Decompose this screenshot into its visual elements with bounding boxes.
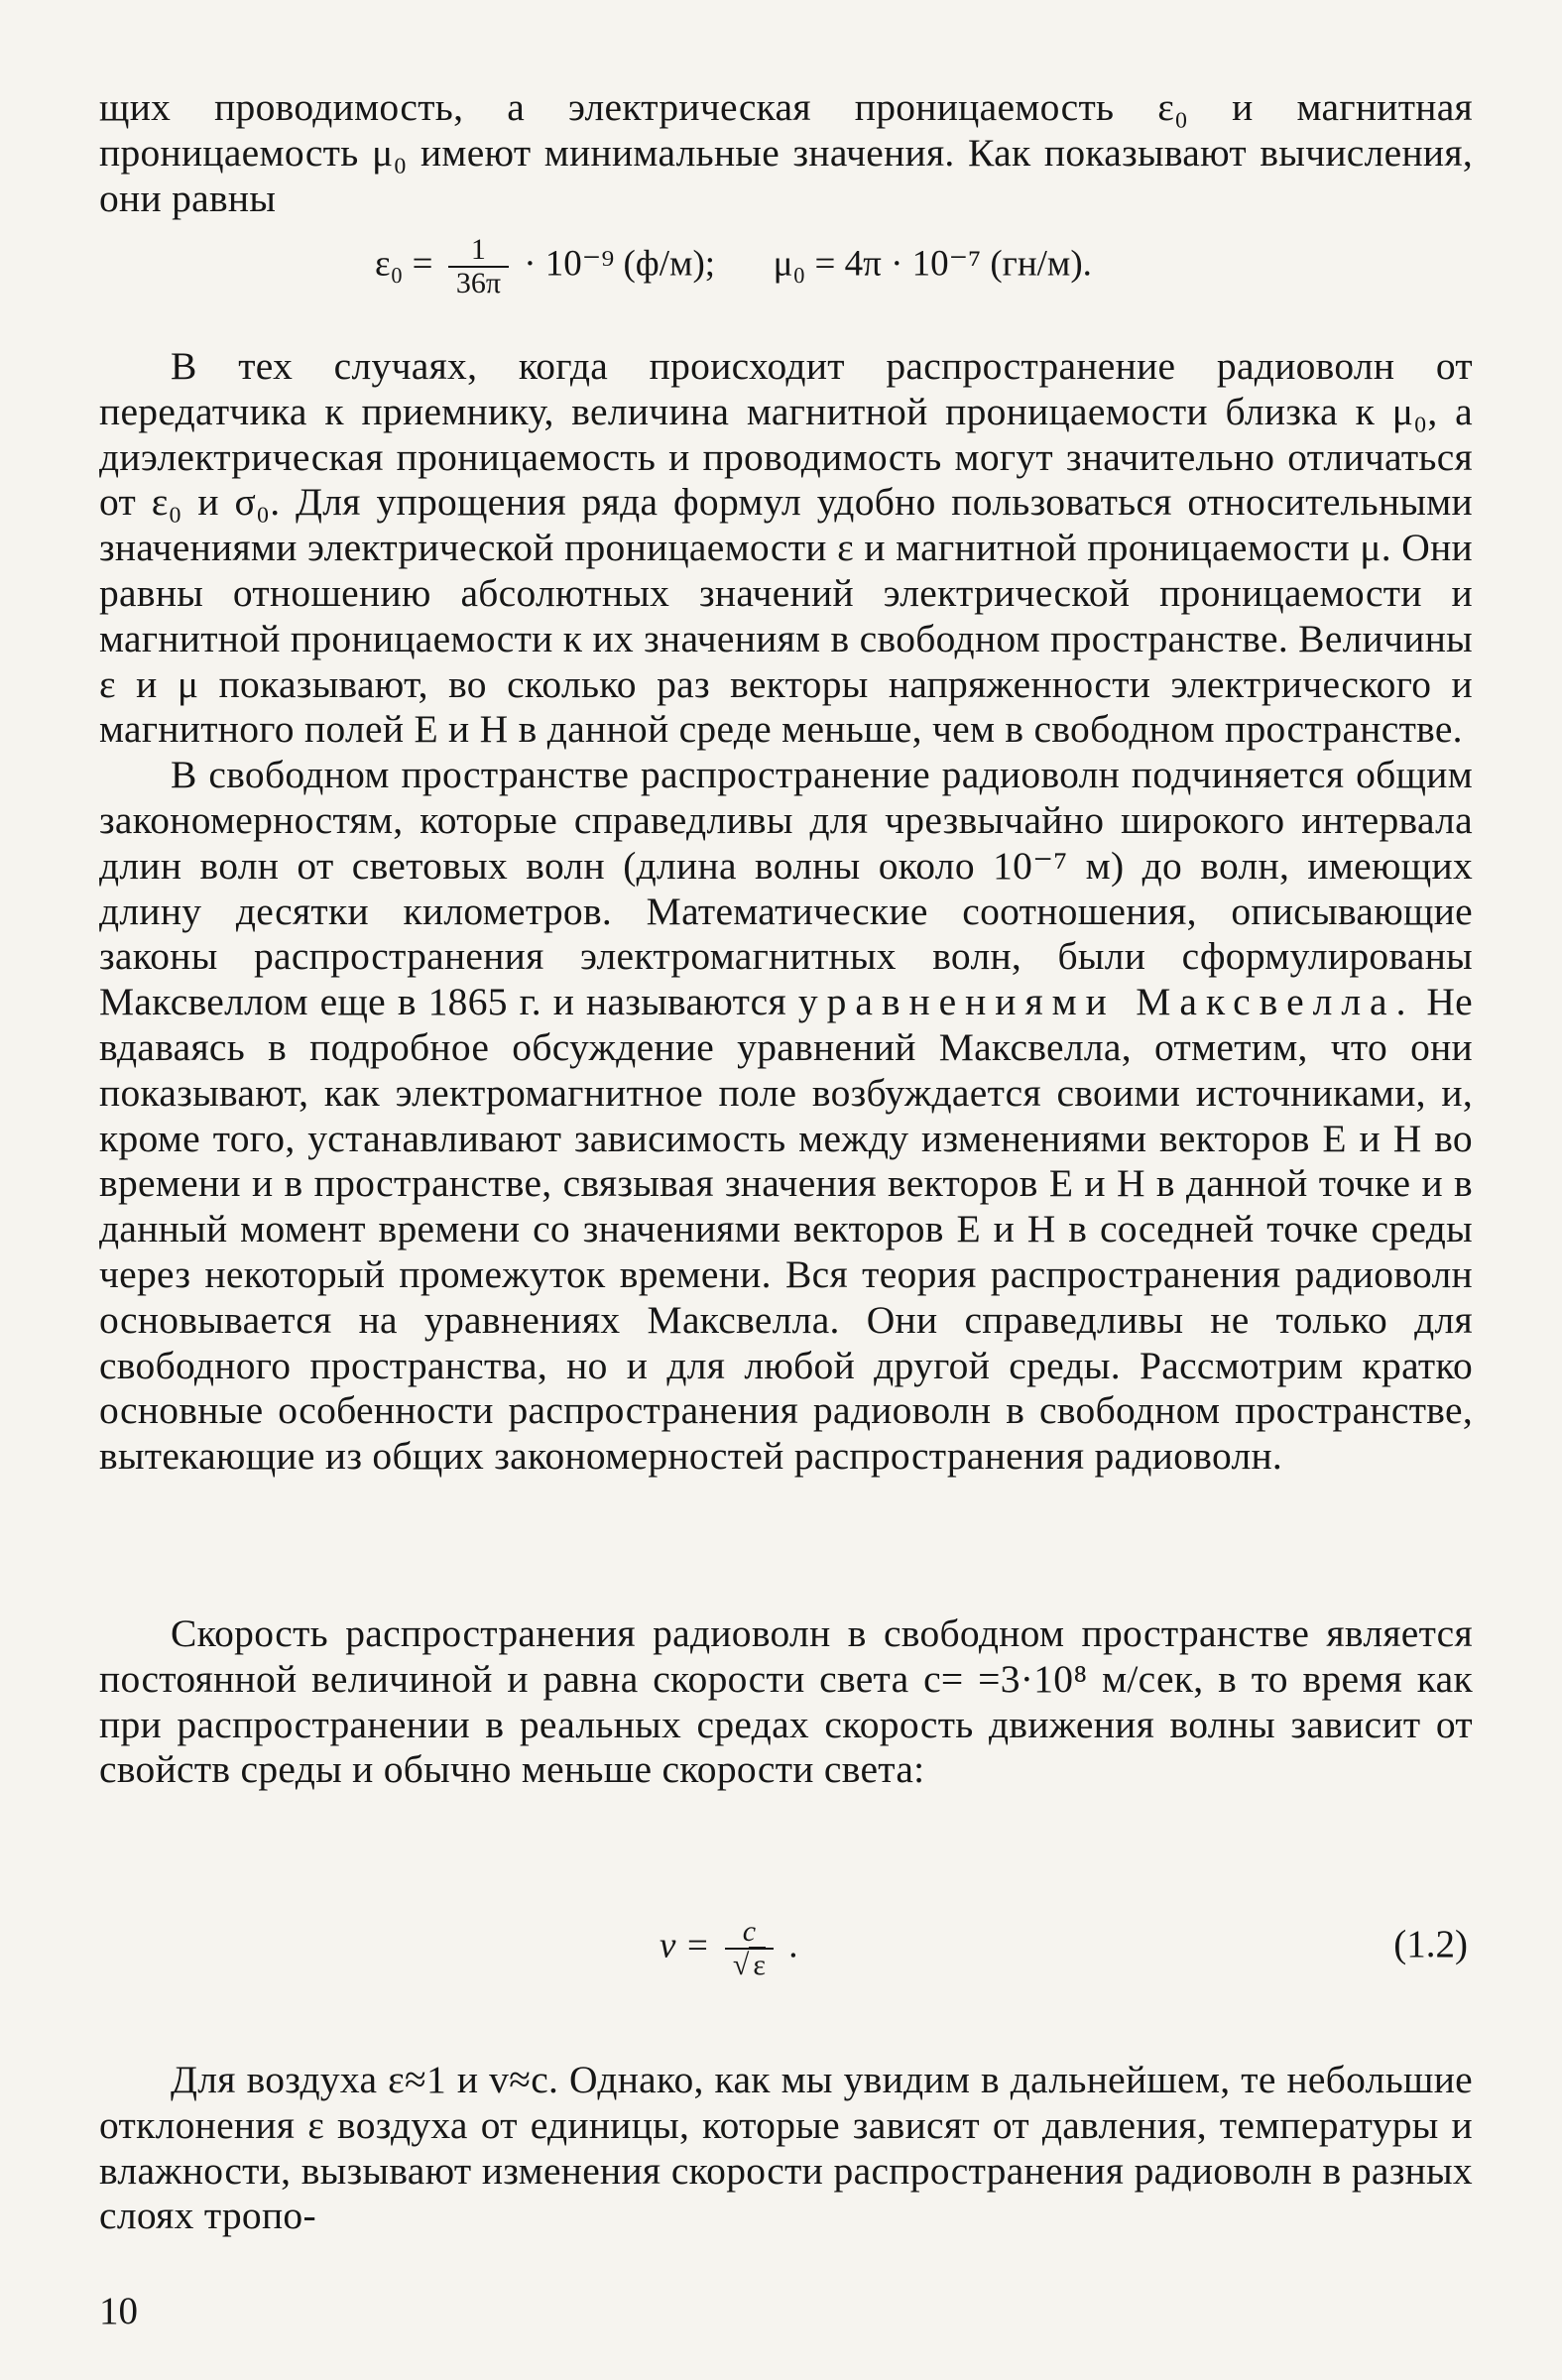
- paragraph-5: Для воздуха ε≈1 и v≈c. Однако, как мы увидим в дальнейшем, те небольшие отклонения ε воздуха от единицы, которые зависят от давления, температуры и влажности, вызывают изменения скорости распространения радиоволн в разных слоях тропо-: [99, 2058, 1473, 2238]
- fraction-numerator: 1: [470, 233, 486, 266]
- spaced-term: уравнениями Максвелла.: [797, 980, 1415, 1024]
- paragraph-3-part1: В свободном пространстве распространение радиоволн подчиняется общим закономерностям, которые справедливы для чрезвычайно широкого интервала длин волн от световых волн (длина волны около 10⁻⁷ м) до волн, имеющих длину десятки километров. Математические соотношения, описывающие законы распространения электромагнитных волн, были сформулированы Максвеллом еще в 1865 г. и называются: [99, 753, 1473, 1024]
- formula2-denominator: [725, 1948, 774, 1981]
- paragraph-3: [99, 753, 1473, 1480]
- paragraph-3-part2: Не вдаваясь в подробное обсуждение уравнений Максвелла, отметим, что они показывают, как электромагнитное поле возбуждается своими источниками, и, кроме того, устанавливают зависимость между изменениями векторов E и H во времени и в пространстве, связывая значения векторов E и H в данной точке и в данный момент времени со значениями векторов E и H в соседней точке среды через некоторый промежуток времени. Вся теория распространения радиоволн основывается на уравнениях Максвелла. Они справедливы не только для свободного пространства, но и для любой другой среды. Рассмотрим кратко основные особенности распространения радиоволн в свободном пространстве, вытекающие из общих закономерностей распространения радиоволн.: [99, 980, 1473, 1479]
- speed-paragraph: [99, 1611, 1473, 1793]
- formula-wave-speed: [660, 1916, 797, 1981]
- main-text: [99, 344, 1473, 1480]
- formula-fraction: [448, 234, 509, 299]
- paragraph-continuation: [99, 85, 1473, 221]
- page-number: 10: [99, 2290, 138, 2332]
- radicand: ε: [749, 1947, 766, 1981]
- paragraph-1: щих проводимость, а электрическая проницаемость ε₀ и магнитная проницаемость μ₀ имеют минимальные значения. Как показывают вычисления, они равны: [99, 85, 1473, 220]
- radical-sign: √: [732, 1949, 750, 1981]
- air-paragraph: [99, 2058, 1473, 2239]
- paragraph-4: Скорость распространения радиоволн в свободном пространстве является постоянной величиной и равна скорости света c= =3·10⁸ м/сек, в то время как при распространении в реальных средах скорость движения волны зависит от свойств среды и обычно меньше скорости света:: [99, 1611, 1473, 1792]
- paragraph-2: В тех случаях, когда происходит распространение радиоволн от передатчика к приемнику, величина магнитной проницаемости близка к μ₀, а диэлектрическая проницаемость и проводимость могут значительно отличаться от ε₀ и σ₀. Для упрощения ряда формул удобно пользоваться относительными значениями электрической проницаемости ε и магнитной проницаемости μ. Они равны отношению абсолютных значений электрической проницаемости и магнитной проницаемости к их значениям в свободном пространстве. Величины ε и μ показывают, во сколько раз векторы напряженности электрического и магнитного полей E и H в данной среде меньше, чем в свободном пространстве.: [99, 344, 1473, 752]
- fraction-denominator: 36π: [448, 266, 509, 299]
- formula-eps-lhs: ε₀ =: [375, 243, 433, 285]
- equation-number: (1.2): [1393, 1923, 1468, 1965]
- formula2-fraction: [725, 1916, 774, 1981]
- formula2-lhs: v =: [660, 1925, 710, 1966]
- formula2-tail: .: [788, 1925, 798, 1966]
- formula2-numerator: c: [742, 1915, 757, 1948]
- formula-permittivity-permeability: [375, 234, 1092, 299]
- formula-eps-rhs: · 10⁻⁹ (ф/м);: [524, 243, 716, 285]
- formula-mu: μ₀ = 4π · 10⁻⁷ (гн/м).: [773, 243, 1092, 285]
